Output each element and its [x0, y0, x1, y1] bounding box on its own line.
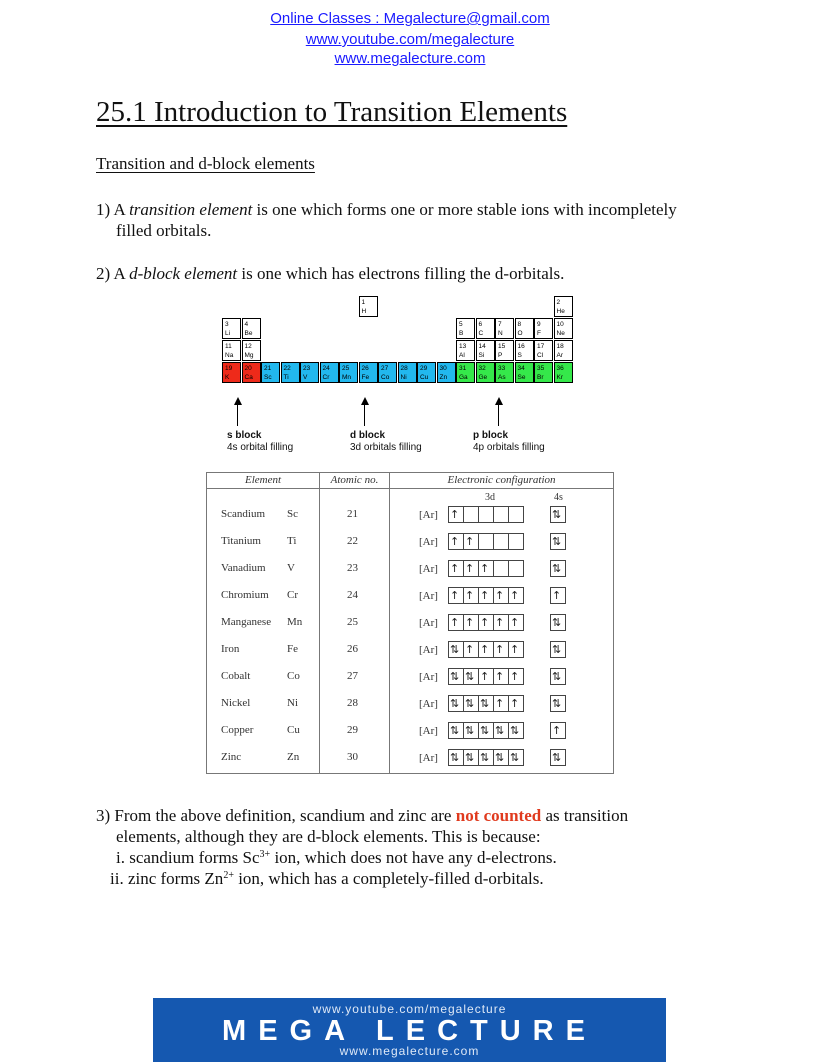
element-cell-he	[554, 296, 573, 317]
header-element: Element	[244, 474, 282, 486]
p1-lead: 1) A	[96, 200, 130, 219]
element-symbol: Ti	[287, 535, 297, 547]
orbital-box-3d: ↑	[463, 614, 479, 631]
orbital-box-3d: ⇅	[508, 722, 524, 739]
element-symbol: Ti	[283, 374, 289, 381]
element-name: Copper	[221, 724, 254, 736]
sc-charge: 3+	[259, 849, 271, 860]
s-block-label	[227, 430, 293, 454]
orbital-box-3d: ↑	[448, 506, 464, 523]
orbital-box-4s: ⇅	[550, 749, 566, 766]
orbital-4s-box	[550, 587, 566, 604]
p-block-arrow-line	[498, 404, 499, 426]
element-name: Vanadium	[221, 562, 266, 574]
configuration-table	[206, 472, 614, 774]
element-symbol: V	[287, 562, 295, 574]
atomic-number: 21	[347, 508, 358, 520]
banner-website: www.megalecture.com	[339, 1044, 480, 1058]
atomic-number: 22	[347, 535, 358, 547]
element-cell-ni	[398, 362, 417, 383]
element-cell-o	[515, 318, 534, 339]
element-cell-na	[222, 340, 241, 361]
orbital-box-4s: ⇅	[550, 614, 566, 631]
atomic-number: 27	[347, 670, 358, 682]
orbital-box-3d: ⇅	[493, 722, 509, 739]
orbital-box-3d: ↑	[448, 533, 464, 550]
orbital-box-3d: ↑	[478, 560, 494, 577]
page-title: 25.1 Introduction to Transition Elements	[96, 96, 568, 128]
element-cell-si	[476, 340, 495, 361]
element-cell-k	[222, 362, 241, 383]
atomic-number: 24	[322, 365, 330, 372]
element-name: Scandium	[221, 508, 265, 520]
atomic-number: 1	[361, 299, 366, 306]
orbital-box-3d: ↑	[493, 695, 509, 712]
orbital-box-3d	[463, 506, 479, 523]
element-symbol: O	[517, 330, 523, 337]
element-cell-mg	[242, 340, 261, 361]
orbital-box-3d: ↑	[493, 614, 509, 631]
subheader-4s: 4s	[554, 492, 563, 503]
element-symbol: Cu	[420, 374, 429, 381]
atomic-number: 35	[537, 365, 545, 372]
orbital-box-4s: ⇅	[550, 533, 566, 550]
atomic-number: 28	[400, 365, 408, 372]
p1-term: transition element	[129, 200, 253, 219]
table-row	[207, 584, 613, 611]
orbital-box-3d: ↑	[508, 695, 524, 712]
element-symbol: Mg	[244, 352, 254, 359]
email-link[interactable]: Online Classes : Megalecture@gmail.com	[270, 10, 550, 27]
element-symbol: Zn	[439, 374, 448, 381]
element-cell-be	[242, 318, 261, 339]
argon-core: [Ar]	[419, 725, 438, 737]
header-configuration: Electronic configuration	[447, 474, 556, 486]
element-symbol: Cu	[287, 724, 300, 736]
youtube-link[interactable]: www.youtube.com/megalecture	[305, 31, 515, 48]
orbital-4s-box	[550, 722, 566, 739]
element-symbol: Cl	[537, 352, 544, 359]
orbital-box-3d	[508, 506, 524, 523]
zn-charge: 2+	[223, 870, 234, 881]
p2-term: d-block element	[129, 264, 238, 283]
argon-core: [Ar]	[419, 752, 438, 764]
p1-rest2: filled orbitals.	[116, 221, 212, 240]
element-symbol: B	[459, 330, 464, 337]
megalecture-banner[interactable]	[153, 998, 666, 1062]
element-cell-kr	[554, 362, 573, 383]
element-cell-ca	[242, 362, 261, 383]
element-cell-ge	[476, 362, 495, 383]
element-symbol: S	[517, 352, 522, 359]
table-row	[207, 503, 613, 530]
not-counted-emphasis: not counted	[455, 806, 542, 825]
element-symbol: Ga	[459, 374, 468, 381]
argon-core: [Ar]	[419, 617, 438, 629]
element-cell-s	[515, 340, 534, 361]
element-symbol: Ni	[400, 374, 407, 381]
orbital-box-3d: ⇅	[463, 722, 479, 739]
element-cell-cr	[320, 362, 339, 383]
atomic-number: 32	[478, 365, 486, 372]
orbital-3d-boxes	[448, 668, 524, 685]
element-symbol: Se	[517, 374, 526, 381]
d-block-arrow-line	[364, 404, 365, 426]
element-cell-p	[495, 340, 514, 361]
element-symbol: P	[498, 352, 503, 359]
orbital-box-4s: ⇅	[550, 506, 566, 523]
p3-item-i-a: i. scandium forms Sc	[116, 848, 260, 867]
atomic-number: 14	[478, 343, 486, 350]
element-name: Nickel	[221, 697, 251, 709]
orbital-box-3d: ↑	[493, 668, 509, 685]
atomic-number: 24	[347, 589, 358, 601]
element-cell-cl	[534, 340, 553, 361]
orbital-4s-box	[550, 533, 566, 550]
p3-line1b: as transition	[541, 806, 629, 825]
element-symbol: V	[303, 374, 308, 381]
website-link[interactable]: www.megalecture.com	[334, 50, 486, 67]
orbital-box-3d: ⇅	[448, 668, 464, 685]
orbital-box-3d	[478, 506, 494, 523]
periodic-table	[222, 296, 574, 388]
p3-item-ii-b: ion, which has a completely-filled d-orbitals.	[233, 869, 544, 888]
orbital-box-3d: ↑	[463, 533, 479, 550]
element-symbol: Co	[287, 670, 300, 682]
atomic-number: 33	[498, 365, 506, 372]
element-symbol: Ge	[478, 374, 488, 381]
atomic-number: 27	[381, 365, 389, 372]
element-symbol: H	[361, 308, 367, 315]
element-name: Chromium	[221, 589, 269, 601]
orbital-box-3d: ↑	[478, 614, 494, 631]
element-cell-ga	[456, 362, 475, 383]
atomic-number: 25	[347, 616, 358, 628]
argon-core: [Ar]	[419, 698, 438, 710]
atomic-number: 23	[347, 562, 358, 574]
element-symbol: Zn	[287, 751, 300, 763]
orbital-box-3d: ⇅	[478, 749, 494, 766]
p2-lead: 2) A	[96, 264, 130, 283]
section-subtitle: Transition and d-block elements	[96, 154, 315, 173]
atomic-number: 13	[459, 343, 467, 350]
orbital-box-3d: ⇅	[463, 749, 479, 766]
element-symbol: N	[498, 330, 503, 337]
atomic-number: 31	[459, 365, 467, 372]
atomic-number: 20	[244, 365, 252, 372]
orbital-box-3d: ⇅	[478, 695, 494, 712]
orbital-box-4s: ⇅	[550, 695, 566, 712]
d-block-label	[350, 430, 422, 454]
orbital-box-3d: ↑	[463, 587, 479, 604]
element-cell-cu	[417, 362, 436, 383]
element-symbol: As	[498, 374, 506, 381]
orbital-box-3d: ↑	[448, 560, 464, 577]
element-cell-br	[534, 362, 553, 383]
orbital-box-3d: ↑	[448, 587, 464, 604]
p-block-title: p block	[473, 430, 509, 441]
orbital-box-3d	[478, 533, 494, 550]
table-row	[207, 692, 613, 719]
orbital-4s-box	[550, 641, 566, 658]
element-symbol: Li	[225, 330, 231, 337]
atomic-number: 21	[264, 365, 272, 372]
orbital-box-3d: ⇅	[478, 722, 494, 739]
element-symbol: Cr	[287, 589, 298, 601]
orbital-box-3d	[508, 560, 524, 577]
orbital-4s-box	[550, 560, 566, 577]
argon-core: [Ar]	[419, 563, 438, 575]
element-cell-b	[456, 318, 475, 339]
p3-line1a: 3) From the above definition, scandium and zinc are	[96, 806, 456, 825]
d-block-desc: 3d orbitals filling	[350, 442, 422, 453]
orbital-box-3d: ⇅	[448, 641, 464, 658]
argon-core: [Ar]	[419, 536, 438, 548]
orbital-box-3d: ⇅	[448, 695, 464, 712]
element-symbol: He	[556, 308, 565, 315]
table-row	[207, 746, 613, 773]
element-symbol: Sc	[264, 374, 272, 381]
orbital-3d-boxes	[448, 560, 524, 577]
orbital-4s-box	[550, 749, 566, 766]
element-cell-sc	[261, 362, 280, 383]
element-name: Manganese	[221, 616, 272, 628]
element-name: Iron	[221, 643, 240, 655]
atomic-number: 10	[556, 321, 564, 328]
atomic-number: 11	[225, 343, 232, 350]
orbital-3d-boxes	[448, 722, 524, 739]
orbital-box-3d: ↑	[508, 641, 524, 658]
atomic-number: 16	[517, 343, 525, 350]
orbital-4s-box	[550, 695, 566, 712]
p3-line2: elements, although they are d-block elements. This is because:	[116, 827, 541, 846]
argon-core: [Ar]	[419, 509, 438, 521]
s-block-title: s block	[227, 430, 262, 441]
element-cell-c	[476, 318, 495, 339]
orbital-box-3d: ↑	[448, 614, 464, 631]
orbital-box-3d: ↑	[493, 641, 509, 658]
element-cell-li	[222, 318, 241, 339]
orbital-4s-box	[550, 506, 566, 523]
atomic-number: 29	[347, 724, 358, 736]
element-symbol: Ar	[556, 352, 563, 359]
element-cell-h	[359, 296, 378, 317]
element-symbol: Ne	[556, 330, 565, 337]
element-symbol: Kr	[556, 374, 563, 381]
p-block-desc: 4p orbitals filling	[473, 442, 545, 453]
table-row	[207, 530, 613, 557]
element-cell-co	[378, 362, 397, 383]
p1-rest1: is one which forms one or more stable ions with incompletely	[252, 200, 677, 219]
orbital-box-3d	[508, 533, 524, 550]
element-symbol: Ca	[244, 374, 253, 381]
orbital-box-3d: ⇅	[463, 668, 479, 685]
orbital-box-3d: ↑	[508, 614, 524, 631]
atomic-number: 17	[537, 343, 545, 350]
orbital-box-3d: ↑	[478, 668, 494, 685]
header-atomic-number: Atomic no.	[330, 474, 379, 486]
element-symbol: Si	[478, 352, 485, 359]
orbital-box-3d: ↑	[493, 587, 509, 604]
orbital-3d-boxes	[448, 641, 524, 658]
element-symbol: Br	[537, 374, 544, 381]
orbital-box-3d: ↑	[478, 587, 494, 604]
orbital-3d-boxes	[448, 533, 524, 550]
element-symbol: Fe	[361, 374, 370, 381]
atomic-number: 22	[283, 365, 291, 372]
p3-item-i	[96, 847, 628, 868]
element-symbol: C	[478, 330, 484, 337]
atomic-number: 25	[342, 365, 350, 372]
atomic-number: 6	[478, 321, 483, 328]
element-cell-mn	[339, 362, 358, 383]
atomic-number: 2	[556, 299, 561, 306]
orbital-box-4s: ↑	[550, 587, 566, 604]
atomic-number: 23	[303, 365, 311, 372]
atomic-number: 3	[225, 321, 229, 328]
definition-dblock	[96, 263, 564, 284]
atomic-number: 34	[517, 365, 525, 372]
element-symbol: Mn	[287, 616, 303, 628]
orbital-box-3d: ⇅	[448, 749, 464, 766]
element-cell-ne	[554, 318, 573, 339]
element-symbol: F	[537, 330, 541, 337]
element-cell-ti	[281, 362, 300, 383]
element-symbol: Fe	[287, 643, 298, 655]
element-cell-se	[515, 362, 534, 383]
orbital-3d-boxes	[448, 506, 524, 523]
orbital-box-3d: ↑	[478, 641, 494, 658]
s-block-arrow-line	[237, 404, 238, 426]
element-name: Cobalt	[221, 670, 251, 682]
element-cell-f	[534, 318, 553, 339]
element-symbol: Be	[244, 330, 253, 337]
atomic-number: 7	[498, 321, 502, 328]
orbital-box-4s: ⇅	[550, 668, 566, 685]
orbital-4s-box	[550, 668, 566, 685]
p3-item-ii-a: ii. zinc forms Zn	[110, 869, 224, 888]
atomic-number: 5	[459, 321, 463, 328]
element-cell-n	[495, 318, 514, 339]
element-cell-ar	[554, 340, 573, 361]
orbital-3d-boxes	[448, 587, 524, 604]
p-block-label	[473, 430, 545, 454]
p3-item-ii	[96, 868, 628, 889]
atomic-number: 26	[347, 643, 358, 655]
element-symbol: Ni	[287, 697, 298, 709]
table-row	[207, 611, 613, 638]
atomic-number: 36	[556, 365, 564, 372]
element-symbol: Co	[381, 374, 390, 381]
s-block-desc: 4s orbital filling	[227, 442, 294, 453]
atomic-number: 15	[498, 343, 506, 350]
orbital-box-4s: ↑	[550, 722, 566, 739]
s-block-arrow-icon	[234, 397, 242, 405]
argon-core: [Ar]	[419, 644, 438, 656]
orbital-box-3d: ↑	[508, 587, 524, 604]
element-cell-as	[495, 362, 514, 383]
definition-transition	[96, 199, 677, 241]
atomic-number: 8	[517, 321, 522, 328]
atomic-number: 18	[556, 343, 564, 350]
atomic-number: 26	[361, 365, 369, 372]
orbital-box-3d: ⇅	[463, 695, 479, 712]
orbital-3d-boxes	[448, 749, 524, 766]
atomic-number: 30	[439, 365, 447, 372]
p-block-arrow-icon	[495, 397, 503, 405]
orbital-box-4s: ⇅	[550, 641, 566, 658]
element-name: Zinc	[221, 751, 242, 763]
orbital-box-3d: ⇅	[508, 749, 524, 766]
element-cell-v	[300, 362, 319, 383]
argon-core: [Ar]	[419, 590, 438, 602]
orbital-3d-boxes	[448, 695, 524, 712]
element-symbol: Sc	[287, 508, 298, 520]
atomic-number: 4	[244, 321, 249, 328]
atomic-number: 30	[347, 751, 358, 763]
banner-youtube: www.youtube.com/megalecture	[312, 1002, 507, 1016]
header-divider	[207, 488, 613, 489]
orbital-4s-box	[550, 614, 566, 631]
paragraph-3	[96, 805, 628, 889]
element-cell-fe	[359, 362, 378, 383]
atomic-number: 29	[420, 365, 428, 372]
atomic-number: 12	[244, 343, 252, 350]
d-block-arrow-icon	[361, 397, 369, 405]
orbital-3d-boxes	[448, 614, 524, 631]
element-cell-al	[456, 340, 475, 361]
argon-core: [Ar]	[419, 671, 438, 683]
element-name: Titanium	[221, 535, 261, 547]
p3-item-i-b: ion, which does not have any d-electrons.	[270, 848, 557, 867]
orbital-box-3d: ↑	[508, 668, 524, 685]
orbital-box-3d: ↑	[463, 641, 479, 658]
atomic-number: 28	[347, 697, 358, 709]
atomic-number: 9	[537, 321, 541, 328]
element-symbol: Al	[459, 352, 465, 359]
table-row	[207, 665, 613, 692]
element-symbol: Cr	[322, 374, 330, 381]
element-cell-zn	[437, 362, 456, 383]
element-symbol: Mn	[342, 374, 352, 381]
orbital-box-3d: ⇅	[448, 722, 464, 739]
atomic-number: 19	[225, 365, 233, 372]
table-row	[207, 719, 613, 746]
p2-rest: is one which has electrons filling the d-orbitals.	[237, 264, 565, 283]
table-row	[207, 638, 613, 665]
orbital-box-3d: ⇅	[493, 749, 509, 766]
table-row	[207, 557, 613, 584]
orbital-box-3d: ↑	[463, 560, 479, 577]
element-symbol: K	[225, 374, 230, 381]
element-symbol: Na	[225, 352, 234, 359]
orbital-box-3d	[493, 560, 509, 577]
d-block-title: d block	[350, 430, 386, 441]
orbital-box-3d	[493, 533, 509, 550]
banner-brand: MEGA LECTURE	[222, 1015, 597, 1047]
subheader-3d: 3d	[485, 492, 495, 503]
orbital-box-4s: ⇅	[550, 560, 566, 577]
orbital-box-3d	[493, 506, 509, 523]
